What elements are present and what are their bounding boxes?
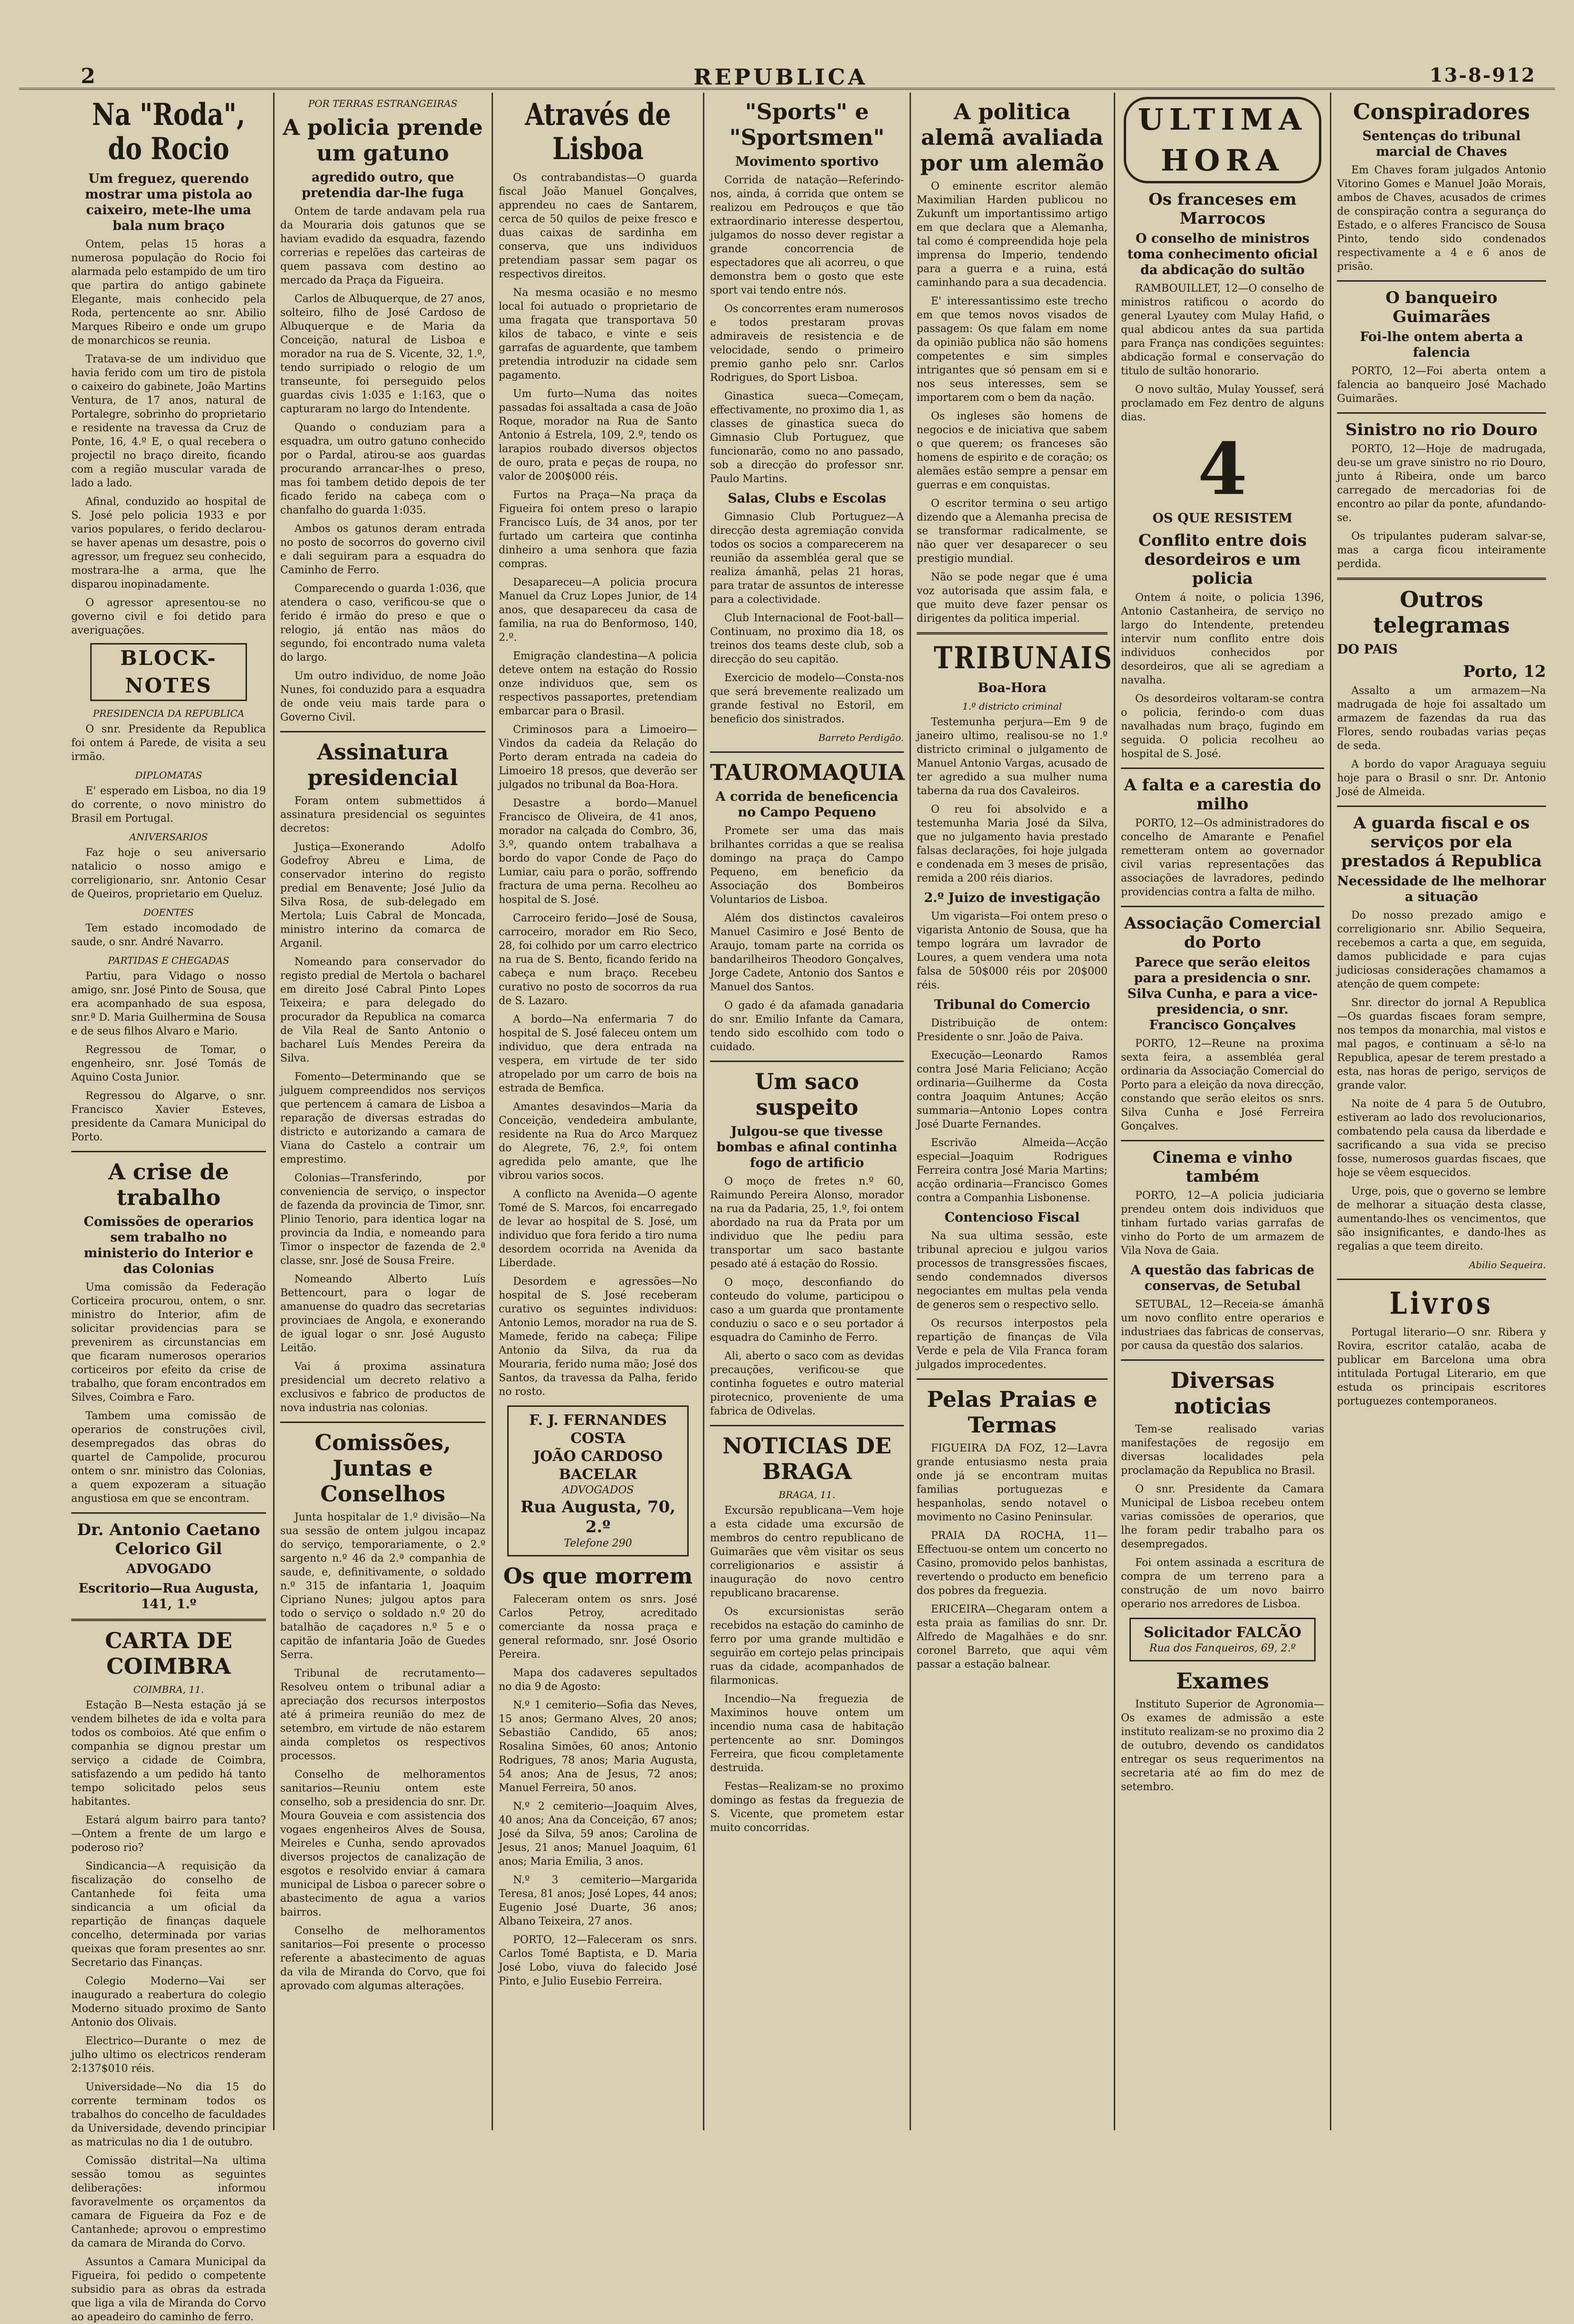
article-paragraph: Conselho de melhoramentos sanitarios—Foi presente o processo referente a abastecimento de aguas da vila de Miranda do Corvo, que foi aprovado com algumas alterações.	[280, 1925, 485, 1992]
masthead	[19, 45, 1555, 90]
newspaper-name: REPUBLICA	[693, 64, 868, 90]
article-paragraph: Um furto—Numa das noites passadas foi assaltada a casa de João Roque, morador na Rua de Santo Antonio á Estrela, 109, 2.º, tendo os larapios roubado diversos objectos de ouro, prata e peças de roupa, no valor de 200$000 réis.	[499, 388, 697, 483]
large-numeral: 4	[1197, 427, 1248, 511]
article-paragraph: O escritor termina o seu artigo dizendo que a Alemanha precisa de se transformar radicalmente, se não quer ver desaparecer o seu prestigio mundial.	[917, 498, 1108, 565]
column-rule	[910, 93, 911, 2130]
article-paragraph: Estação B—Nesta estação já se vendem bilhetes de ida e volta para todos os comboios. Até que enfim o companhia se dignou prestar um serviço a cidade de Coimbra, satisfazendo a um pedido há tanto tempo solicitado pelos seus habitantes.	[71, 1699, 266, 1808]
article-paragraph: Ali, aberto o saco com as devidas precauções, verificou-se que continha foguetes e outro material pirotecnico, proveniente de uma fabrica de Odivelas.	[710, 1350, 904, 1417]
subhead-conspiradores: Sentenças do tribunal marcial de Chaves	[1362, 129, 1521, 159]
section-label: ANIVERSARIOS	[129, 831, 208, 843]
article-paragraph: Colegio Moderno—Vai ser inaugurado a reabertura do colegio Moderno situado proximo de Santo Antonio dos Olivais.	[71, 1975, 266, 2029]
headline-associacao: Associação Comercial do Porto	[1124, 914, 1321, 952]
article-paragraph: O reu foi absolvido e a testemunha Maria José da Silva, que no julgamento havia prestado falsas declarações, foi hoje julgada e condenada em 3 meses de prisão, remida a 200 réis diarios.	[917, 804, 1108, 884]
divider	[280, 1422, 485, 1423]
article-paragraph: Urge, pois, que o governo se lembre de melhorar a situação desta classe, aumentando-lhes os vencimentos, que são insignificantes, e dando-lhes as regalias a que teem direito.	[1337, 1186, 1546, 1252]
article-paragraph: PRAIA DA ROCHA, 11—Effectuou-se ontem um concerto no Casino, promovido pelos banhistas, revertendo o producto em beneficio dos pobres da freguezia.	[917, 1530, 1108, 1597]
article-paragraph: PORTO, 12—Hoje de madrugada, deu-se um grave sinistro no rio Douro, junto á Ribeira, onde um barco carregado de mercadorias foi de encontro ao pilar da ponte, afundando-se.	[1337, 443, 1546, 524]
headline-guarda: A guarda fiscal e os serviços por ela prestados á Republica	[1341, 814, 1542, 871]
ad-solicitador-address: Rua dos Fanqueiros, 69, 2.º	[1149, 1642, 1296, 1654]
subhead-pais: DO PAIS	[1337, 642, 1398, 657]
article-paragraph: O novo sultão, Mulay Youssef, será proclamado em Fez dentro de alguns dias.	[1121, 384, 1324, 423]
article-paragraph: O gado é da afamada ganadaria do snr. Emilio Infante da Camara, tendo sido escolhido com todo o cuidado.	[710, 1000, 904, 1053]
section-label: PRESIDENCIA DA REPUBLICA	[93, 708, 245, 719]
article-paragraph: Ontem á noite, o policia 1396, Antonio Castanheira, de serviço no largo do Intendente, pretendeu intervir num conflito entre dois individuos conhecidos por desordeiros, que ali se agrediam a navalha.	[1121, 592, 1324, 686]
issue-date: 13-8-912	[1429, 64, 1536, 86]
column-rule	[703, 93, 704, 2130]
headline-policia: A policia prende um gatuno	[283, 114, 483, 166]
article-paragraph: Faleceram ontem os snrs. José Carlos Petroy, acreditado comerciante da nossa praça e general reformado, snr. José Osorio Pereira.	[499, 1594, 697, 1660]
ad-lawyer-2: JOÃO CARDOSO BACELAR	[533, 1448, 663, 1483]
divider	[710, 1061, 904, 1062]
article-paragraph: Club Internacional de Foot-ball—Continuam, no proximo dia 18, os treinos dos teams deste club, sob a direcção do seu capitão.	[710, 612, 904, 665]
divider	[1337, 280, 1546, 282]
ad-telephone: Telefone 290	[564, 1537, 632, 1549]
article-paragraph: Os contrabandistas—O guarda fiscal João Manuel Gonçalves, apprendeu no caes de Santarem, cerca de 50 quilos de peixe fresco e duas caixas de sardinha em conserva, que uns individuos pretendiam passar sem pagar os respectivos direitos.	[499, 172, 697, 280]
article-paragraph: Escrivão Almeida—Acção especial—Joaquim Rodrigues Ferreira contra José Maria Martins; acção ordinaria—Francisco Gomes contra a Companhia Lisbonense.	[917, 1137, 1108, 1204]
article-paragraph: Ginastica sueca—Começam, effectivamente, no proximo dia 1, as classes de ginastica sueca do Gimnasio Club Portuguez, que funcionarão, como no ano passado, sob a direcção do professor snr. Paulo Martins.	[710, 390, 904, 485]
headline-conspiradores: Conspiradores	[1353, 99, 1530, 124]
headline-lisboa: Através de Lisboa	[525, 97, 671, 167]
article-paragraph: Gimnasio Club Portuguez—A direcção desta agremiação convida todos os socios a comparecerem na reunião da assembléa geral que se realiza ámanhã, pelas 21 horas, para tratar de assuntos de interesse para a colectividade.	[710, 511, 904, 606]
article-paragraph: Comparecendo o guarda 1:036, que atendera o caso, verificou-se que o ferido é irmão do preso e que o relogio, já então nas mãos do segundo, foi encontrado numa valeta do largo.	[280, 583, 485, 664]
byline: Barreto Perdigão.	[818, 732, 904, 743]
subhead-district: 1.º districto criminal	[962, 701, 1062, 712]
article-paragraph: Conselho de melhoramentos sanitarios—Reuniu ontem este conselho, sob a presidencia do snr. Dr. Moura Gouveia e com assistencia dos vogaes engenheiros Alves de Sousa, Meireles e Cunha, sendo aprovados diversos projectos de canalização de esgotos e resolvido enviar á camara municipal de Lisboa o parecer sobre o abastecimento de agua a varios bairros.	[280, 1769, 485, 1918]
article-paragraph: PORTO, 12—Foi aberta ontem a falencia ao banqueiro José Machado Guimarães.	[1337, 365, 1546, 405]
article-paragraph: Testemunha perjura—Em 9 de janeiro ultimo, realisou-se no 1.º districto criminal o julgamento de Manuel Antonio Vargas, acusado de ter agredido a sua mulher numa taberna da rua dos Cavaleiros.	[917, 716, 1108, 797]
column-4	[710, 95, 904, 2133]
article-paragraph: Os tripulantes puderam salvar-se, mas a carga ficou inteiramente perdida.	[1337, 531, 1546, 570]
article-paragraph: Corrida de natação—Referindo-nos, ainda, á corrida que ontem se realizou em Pedrouços e que tão extraordinario interesse despertou, julgamos do nosso dever registar a grande concorrencia de espectadores que ali acorreu, o que demonstra bem o gosto que este sport vai tendo entre nós.	[710, 174, 904, 296]
article-paragraph: Comissão distrital—Na ultima sessão tomou as seguintes deliberações: informou favoravelmente os orçamentos da camara de Figueira da Foz e de Cantanhede; aprovou o emprestimo da camara de Miranda do Corvo.	[71, 2155, 266, 2249]
article-paragraph: Os ingleses são homens de negocios e de iniciativa que sabem o que querem; os franceses são homens de espirito e de coração; os alemães estão sempre a pensar em guerras e em conquistas.	[917, 410, 1108, 491]
headline-falta: A falta e a carestia do milho	[1124, 776, 1321, 814]
headline-diversas: Diversas noticias	[1170, 1367, 1275, 1419]
headline-roda: Na "Roda", do Rocio	[92, 97, 246, 167]
article-paragraph: O eminente escritor alemão Maximilian Harden publicou no Zukunft um importantissimo artigo em que declara que a Alemanha, tal como é compreendida hoje pela imprensa do Imperio, tendendo para a guerra e a ruina, está caminhando para a sua decadencia.	[917, 180, 1108, 289]
divider	[71, 1151, 266, 1152]
article-paragraph: Ontem de tarde andavam pela rua da Mouraria dois gatunos que se haviam evadido da esquadra, fazendo correrias e repelões das carteiras de quem passava com destino ao mercado da Praça da Figueira.	[280, 206, 485, 286]
headline-morrem: Os que morrem	[503, 1563, 693, 1589]
article-paragraph: Tambem uma comissão de operarios de construções civil, desempregados das obras do quartel de Campolide, procurou ontem o snr. ministro das Colonias, a quem expozeram a situação angustiosa em que se encontram.	[71, 1410, 266, 1505]
ad-solicitador	[1129, 1618, 1316, 1661]
divider	[917, 1378, 1108, 1380]
article-paragraph: FIGUEIRA DA FOZ, 12—Lavra grande entusiasmo nesta praia onde já se encontram muitas familias portuguezas e hespanholas, sendo notavel o movimento no Casino Peninsular.	[917, 1442, 1108, 1523]
article-paragraph: O snr. Presidente da Republica foi ontem á Parede, de visita a seu irmão.	[71, 723, 266, 763]
article-paragraph: Tribunal de recrutamento—Resolveu ontem o tribunal adiar a apreciação dos recursos interpostos até á primeira reunião do mez de setembro, em virtude de não estarem ainda completos os respectivos processos.	[280, 1668, 485, 1762]
article-paragraph: Promete ser uma das mais brilhantes corridas a que se realisa domingo na praça do Campo Pequeno, em beneficio da Associação dos Bombeiros Voluntarios de Lisboa.	[710, 825, 904, 906]
ultima-hora-banner: ULTIMA HORA	[1124, 97, 1321, 183]
article-paragraph: Carlos de Albuquerque, de 27 anos, solteiro, filho de José Cardoso de Albuquerque e de Maria da Conceição, natural de Lisboa e morador na rua de S. Vicente, 32, 1.º, tendo surripiado o relogio de um transeunte, foi perseguido pelos guardas civis 1:035 e 1:163, que o capturaram no largo do Intendente.	[280, 293, 485, 415]
article-paragraph: SETUBAL, 12—Receia-se ámanhã um novo conflito entre operarios e industriaes das fabricas de conservas, por causa da questão dos salarios.	[1121, 1299, 1324, 1352]
divider	[1121, 768, 1324, 769]
dateline: BRAGA, 11.	[778, 1489, 835, 1500]
article-paragraph: Um outro individuo, de nome João Nunes, foi conduzido para a esquadra de onde veiu mais tarde para o Governo Civil.	[280, 670, 485, 723]
divider	[710, 751, 904, 753]
subhead-resistem: OS QUE RESISTEM	[1152, 511, 1293, 526]
article-paragraph: Desastre a bordo—Manuel Francisco de Oliveira, de 41 anos, morador na calçada do Combro, 36, 3.º, quando ontem trabalhava a bordo do vapor Conde de Paço do Lumiar, caiu para o porão, soffrendo fractura de uma perna. Recolheu ao hospital de S. José.	[499, 797, 697, 906]
article-paragraph: Fomento—Determinando que se julguem compreendidos nos serviços que pertencem á camara de Lisboa a reparação de diversas estradas do districto e autorizando a camara de Viana do Castelo a contrair um emprestimo.	[280, 1071, 485, 1166]
article-paragraph: Regressou do Algarve, o snr. Francisco Xavier Esteves, presidente da Camara Municipal do Porto.	[71, 1090, 266, 1143]
kicker: POR TERRAS ESTRANGEIRAS	[308, 98, 458, 109]
section-label: PARTIDAS E CHEGADAS	[108, 955, 229, 966]
article-paragraph: Universidade—No dia 15 do corrente terminam todos os trabalhos do concelho de faculdades da Universidade, devendo principiar as matriculas no dia 1 de outubro.	[71, 2081, 266, 2148]
subhead-policia: agredido outro, que pretendia dar-lhe fuga	[302, 170, 464, 200]
article-paragraph: Criminosos para a Limoeiro—Vindos da cadeia da Relação do Porto deram entrada na cadeia do Limoeiro 18 presos, que deverão ser julgados no tribunal da Boa-Hora.	[499, 724, 697, 791]
article-paragraph: Os recursos interpostos pela repartição de finanças de Vila Verde e pela de Vila Franca foram julgados improcedentes.	[917, 1318, 1108, 1371]
article-paragraph: Os concorrentes eram numerosos e todos prestaram provas admiraveis de resistencia e de velocidade, sendo o primeiro premio ganho pelo snr. Carlos Rodrigues, do Sport Lisboa.	[710, 303, 904, 384]
subhead-juizo: 2.º Juizo de investigação	[924, 891, 1100, 905]
divider	[1337, 412, 1546, 414]
divider	[917, 632, 1108, 635]
article-paragraph: Emigração clandestina—A policia deteve ontem na estação do Rossio onze individuos que, sem os respectivos passaportes, pretendiam embarcar para o Brasil.	[499, 650, 697, 717]
divider	[280, 731, 485, 732]
divider	[71, 1512, 266, 1514]
divider	[1121, 1359, 1324, 1361]
subhead-salas: Salas, Clubs e Escolas	[728, 491, 886, 506]
ad-address: Rua Augusta, 70, 2.º	[520, 1498, 676, 1537]
article-paragraph: Amantes desavindos—Maria da Conceição, vendedeira ambulante, residente na Rua do Arco Marquez do Alegrete, 76, 2.º, foi ontem agredida pelo amante, que lhe vibrou varios socos.	[499, 1101, 697, 1182]
ad-lawyer-1: F. J. FERNANDES COSTA	[529, 1412, 667, 1447]
subhead-franceses: O conselho de ministros toma conhecimento oficial da abdicação do sultão	[1127, 231, 1318, 277]
article-paragraph: Na sua ultima sessão, este tribunal apreciou e julgou varios processos de transgressões fiscaes, sendo condemnados diversos negociantes em multas pela venda de generos sem o respectivo sello.	[917, 1230, 1108, 1311]
article-paragraph: Foi ontem assinada a escritura de compra de um terreno para a construção de um novo bairro operario nos arredores de Lisboa.	[1121, 1557, 1324, 1610]
ad-lawyer-address: Escritorio—Rua Augusta, 141, 1.º	[78, 1581, 259, 1612]
column-rule	[492, 93, 493, 2130]
article-paragraph: O moço de fretes n.º 60, Raimundo Pereira Alonso, morador na rua da Padaria, 25, 1.º, foi ontem abordado na rua da Prata por um individuo que lhe pediu para transportar um saco bastante pesado até á estação do Rossio.	[710, 1176, 904, 1270]
divider	[1337, 806, 1546, 807]
article-paragraph: PORTO, 12—Os administradores do concelho de Amarante e Penafiel remetteram ontem ao governador civil varias representações das associações de lavradores, pedindo providencias contra a falta de milho.	[1121, 817, 1324, 898]
headline-livros: Livros	[1389, 1286, 1494, 1321]
article-paragraph: Um vigarista—Foi ontem preso o vigarista Antonio de Sousa, que ha tempo lográra um lavrador de Loures, a quem vendera uma nota falsa de 50$000 réis por 20$000 réis.	[917, 911, 1108, 991]
article-paragraph: Na noite de 4 para 5 de Outubro, estiveram ao lado dos revolucionarios, combatendo pela causa da liberdade e sacrificando a sua vida se preciso fosse, numerosos guardas fiscaes, que hoje se vêem esquecidos.	[1337, 1098, 1546, 1179]
article-paragraph: Os excursionistas serão recebidos na estação do caminho de ferro por uma grande multidão e seguirão em cortejo pelas principais ruas da cidade, acompanhados de filarmonicas.	[710, 1606, 904, 1687]
article-paragraph: Ambos os gatunos deram entrada no posto de socorros do governo civil e dali seguiram para a esquadra do Caminho de Ferro.	[280, 523, 485, 576]
article-paragraph: Faz hoje o seu aniversario natalicio o nosso amigo e correligionario, snr. Antonio Cesar de Queiros, proprietario em Queluz.	[71, 847, 266, 900]
headline-crise: A crise de trabalho	[108, 1159, 229, 1210]
dateline-porto: Porto, 12	[1463, 662, 1546, 681]
headline-franceses: Os franceses em Marrocos	[1148, 190, 1297, 228]
article-paragraph: Tem-se realisado varias manifestações de regosijo em diversas localidades pela proclamação da Republica no Brasil.	[1121, 1423, 1324, 1477]
article-paragraph: Nomeando para conservador do registo predial de Mertola o bacharel em direito José Cabral Pinto Lopes Teixeira; e para delegado do procurador da Republica na comarca de Vila Real de Santo Antonio o bacharel Luís Mendes Pereira da Silva.	[280, 956, 485, 1064]
article-paragraph: Foram ontem submettidos á assinatura presidencial os seguintes decretos:	[280, 795, 485, 835]
subhead-comercio: Tribunal do Comercio	[934, 997, 1090, 1012]
article-paragraph: A conflicto na Avenida—O agente Tomé de S. Marcos, foi encarregado de levar ao hospital de S. José, um individuo que fora ferido a tiro numa desordem ocorrida na Avenida da Liberdade.	[499, 1188, 697, 1269]
headline-politica: A politica alemã avaliada por um alemão	[920, 99, 1104, 176]
divider	[1121, 906, 1324, 907]
headline-outros: Outros telegramas	[1373, 587, 1510, 638]
article-paragraph: Tratava-se de um individuo que havia ferido com um tiro de pistola o caixeiro do gabinete, João Martins Ventura, de 17 anos, natural de Portalegre, sobrinho do proprietario e residente na travessa da Cruz de Ponte, 16, 4.º E, o qual recebera o projectil no braço direito, ficando com a região muscular varada de lado a lado.	[71, 353, 266, 489]
article-paragraph: Instituto Superior de Agronomia—Os exames de admissão a este instituto realizam-se no proximo dia 2 de outubro, devendo os candidatos entregar os seus requerimentos na secretaria até ao fim do mez de setembro.	[1121, 1698, 1324, 1793]
ad-lawyers	[507, 1405, 689, 1556]
article-paragraph: Justiça—Exonerando Adolfo Godefroy Abreu e Lima, de conservador interino do registo predial em Benavente; José Julio da Silva Rosa, de sub-delegado em Mertola; Luis Cabral de Moncada, ministro interino da comarca de Arganil.	[280, 841, 485, 949]
article-paragraph: Colonias—Transferindo, por conveniencia de serviço, o inspector de fazenda da provincia de Timor, snr. Plinio Tenorio, para identica logar na provincia da India, e nomeando para Timor o inspector de fazenda de 2.ª classe, snr. José de Sousa Freire.	[280, 1172, 485, 1267]
ad-lawyer-role: ADVOGADO	[126, 1562, 211, 1576]
article-paragraph: PORTO, 12—Reune na proxima sexta feira, a assembléa geral ordinaria da Associação Comercial do Porto para a eleição da nova direcção, constando que serão eleitos os snrs. Silva Cunha e José Ferreira Gonçalves.	[1121, 1038, 1324, 1132]
subhead-roda: Um freguez, querendo mostrar uma pistola ao caixeiro, mete-lhe uma bala num braço	[85, 171, 253, 233]
ad-solicitador-name: Solicitador FALCÃO	[1144, 1624, 1301, 1641]
headline-fabricas: A questão das fabricas de conservas, de Setubal	[1130, 1263, 1315, 1293]
headline-praias: Pelas Praias e Termas	[927, 1386, 1098, 1438]
article-paragraph: Estará algum bairro para tanto?—Ontem a frente de um largo e poderoso rio?	[71, 1814, 266, 1854]
article-paragraph: O moço, desconfiando do conteudo do volume, participou o caso a um guarda que prontamente conduziu o saco e o seu portador á esquadra do Caminho de Ferro.	[710, 1277, 904, 1344]
subhead-crise: Comissões de operarios sem trabalho no ministerio do Interior e das Colonias	[84, 1214, 254, 1276]
headline-saco: Um saco suspeito	[755, 1069, 859, 1120]
article-paragraph: Desordem e agressões—No hospital de S. José receberam curativo os seguintes individuos: Antonio Lemos, morador na rua de S. Mamede, ferido na cabeça; Filipe Antonio da Silva, da rua da Mouraria, ferido numa mão; José dos Santos, da travessa da Palha, ferido no rosto.	[499, 1276, 697, 1398]
divider	[710, 1425, 904, 1426]
article-paragraph: N.º 3 cemiterio—Margarida Teresa, 81 anos; José Lopes, 44 anos; Eugenio José Duarte, 36 anos; Albano Teixeira, 27 anos.	[499, 1874, 697, 1927]
article-paragraph: Além dos distinctos cavaleiros Manuel Casimiro e José Bento de Araujo, tomam parte na corrida os bandarilheiros Theodoro Gonçalves, Jorge Cadete, Antonio dos Santos e Manuel dos Santos.	[710, 912, 904, 993]
dateline: COIMBRA, 11.	[133, 1684, 204, 1695]
column-6	[1121, 95, 1324, 2133]
column-rule	[273, 93, 275, 2130]
divider	[1121, 1140, 1324, 1141]
subhead-associacao: Parece que serão eleitos para a presidencia o snr. Silva Cunha, e para a vice-presidencia, o snr. Francisco Gonçalves	[1127, 955, 1318, 1033]
column-rule	[1330, 93, 1331, 2130]
article-paragraph: Uma comissão da Federação Corticeira procurou, ontem, o snr. ministro do Interior, afim de solicitar providencias para se prevenirem as circunstancias em que ficaram numerosos operarios corticeiros por efeito da crise de trabalho, que foram encontrados em Silves, Coimbra e Faro.	[71, 1281, 266, 1404]
article-paragraph: Distribuição de ontem: Presidente o snr. João de Paiva.	[917, 1017, 1108, 1043]
article-paragraph: Portugal literario—O snr. Ribera y Rovira, escritor catalão, acaba de publicar em Barcelona uma obra intitulada Portugal Literario, em que estuda os principais escritores portuguezes contemporaneos.	[1337, 1327, 1546, 1407]
page-number: 2	[81, 64, 95, 88]
subhead-boa-hora: Boa-Hora	[977, 681, 1047, 695]
article-paragraph: A bordo—Na enfermaria 7 do hospital de S. José faleceu ontem um individuo, que dera entrada na vespera, em virtude de ter sido atropelado por um carro de bois na estrada de Bemfica.	[499, 1014, 697, 1094]
article-paragraph: RAMBOUILLET, 12—O conselho de ministros ratificou o acordo do general Lyautey com Mulay Hafid, o qual abdicou antes da sua partida para França nas condições seguintes: abdicação formal e conservação do titulo de sultão honorario.	[1121, 283, 1324, 377]
divider	[1337, 578, 1546, 580]
headline-coimbra: CARTA DE COIMBRA	[104, 1628, 233, 1679]
subhead-fiscal: Contencioso Fiscal	[944, 1210, 1080, 1225]
ad-lawyer-name: Dr. Antonio Caetano Celorico Gil	[77, 1520, 260, 1558]
article-paragraph: Vai á proxima assinatura presidencial um decreto relativo a exclusivos e fabrico de productos de nova industria nas colonias.	[280, 1361, 485, 1414]
article-paragraph: Os desordeiros voltaram-se contra o policia, ferindo-o com duas navalhadas num braço, fugindo em seguida. O policia recolheu ao hospital de S. José.	[1121, 693, 1324, 760]
article-paragraph: Furtos na Praça—Na praça da Figueira foi ontem preso o larapio Francisco Luís, de 34 anos, por ter furtado um carteira que continha dinheiro a uma senhora que fazia compras.	[499, 489, 697, 570]
article-paragraph: O agressor apresentou-se no governo civil e foi detido para averiguações.	[71, 597, 266, 636]
ad-role: ADVOGADOS	[562, 1484, 634, 1496]
article-paragraph: Execução—Leonardo Ramos contra José Maria Feliciano; Acção ordinaria—Guilherme da Costa contra Joaquim Antunes; Acção summaria—Antonio Lopes contra José Duarte Fernandes.	[917, 1050, 1108, 1130]
headline-sports: "Sports" e "Sportsmen"	[729, 99, 885, 150]
article-paragraph: Tem estado incomodado de saude, o snr. André Navarro.	[71, 922, 266, 948]
subhead-tauromaquia: A corrida de beneficencia no Campo Pequeno	[715, 789, 899, 820]
article-paragraph: Não se pode negar que é uma voz autorisada que assim fala, e que muito deve fazer pensar os dirigentes da politica imperial.	[917, 571, 1108, 625]
article-paragraph: PORTO, 12—A policia judiciaria prendeu ontem dois individuos que tinham furtado varias garrafas de vinho do Porto de um armazem de Vila Nova de Gaia.	[1121, 1190, 1324, 1257]
column-2	[280, 95, 485, 2133]
article-paragraph: Na mesma ocasião e no mesmo local foi autuado o proprietario de uma fragata que transportava 50 kilos de tabaco, e vinte e seis garrafas de aguardente, que tambem pretendia introduzir na cidade sem pagamento.	[499, 287, 697, 381]
headline-exames: Exames	[1176, 1668, 1270, 1694]
column-5	[917, 95, 1114, 2133]
subhead-banqueiro: Foi-lhe ontem aberta a falencia	[1360, 330, 1523, 360]
article-paragraph: E' interessantissimo este trecho em que temos novos visados de passagem: Os que falam em nome da opinião publica não são homens competentes e sim simples intrigantes que só pensam em si e nos seus interesses, sem se importarem com o bem da nação.	[917, 295, 1108, 404]
article-paragraph: E' esperado em Lisboa, no dia 19 do corrente, o novo ministro do Brasil em Portugal.	[71, 785, 266, 825]
article-paragraph: Afinal, conduzido ao hospital de S. José pelo policia 1933 e por varios populares, o ferido declarou-se haver apenas um desastre, pois o agressor, um freguez seu conhecido, mostrara-lhe a arma, que lhe disparou inopinadamente.	[71, 496, 266, 590]
headline-assinatura: Assinatura presidencial	[307, 739, 458, 790]
article-paragraph: O snr. Presidente da Camara Municipal de Lisboa recebeu ontem varias comissões de operarios, que lhe foram pedir trabalho para os desempregados.	[1121, 1483, 1324, 1550]
article-paragraph: Desapareceu—A policia procura Manuel da Cruz Lopes Junior, de 14 anos, que desapareceu da casa de familia, na rua do Benformoso, 140, 2.º.	[499, 577, 697, 644]
article-paragraph: N.º 1 cemiterio—Sofia das Neves, 15 anos; Germano Alves, 20 anos; Sebastião Candido, 65 anos; Rosalina Simões, 60 anos; Antonio Rodrigues, 78 anos; Maria Augusta, 54 anos; Ana de Jesus, 72 anos; Manuel Ferreira, 50 anos.	[499, 1699, 697, 1794]
article-paragraph: Incendio—Na freguezia de Maximinos houve ontem um incendio numa casa de habitação pertencente ao snr. Domingos Ferreira, que ficou completamente destruida.	[710, 1693, 904, 1774]
block-notes-title: BLOCK-NOTES	[90, 643, 247, 701]
headline-comissoes: Comissões, Juntas e Conselhos	[314, 1430, 451, 1507]
article-paragraph: Assalto a um armazem—Na madrugada de hoje foi assaltado um armazem de fazendas da rua das Flores, sendo roubadas varias peças de seda.	[1337, 685, 1546, 752]
subhead-guarda: Necessidade de lhe melhorar a situação	[1337, 874, 1546, 904]
article-paragraph: Nomeando Alberto Luís Bettencourt, para o logar de amanuense do quadro das secretarias provinciaes de Angola, e exonerando de igual logar o snr. José Augusto Leitão.	[280, 1273, 485, 1354]
article-paragraph: Snr. director do jornal A Republica—Os guardas fiscaes foram sempre, nos tempos da monarchia, mal vistos e mal pagos, e continuam a sê-lo na Republica, apesar de terem prestado a esta, nas horas de perigo, serviços de grande valor.	[1337, 997, 1546, 1091]
article-paragraph: A bordo do vapor Araguaya seguiu hoje para o Brasil o snr. Dr. Antonio José de Almeida.	[1337, 759, 1546, 798]
article-paragraph: Carroceiro ferido—José de Sousa, carroceiro, morador em Rio Seco, 28, foi colhido por um carro electrico na rua de S. Bento, ficando ferido na cabeça e num braço. Recebeu curativo no posto de socorros da rua de S. Lazaro.	[499, 912, 697, 1007]
article-paragraph: Mapa dos cadaveres sepultados no dia 9 de Agosto:	[499, 1667, 697, 1693]
headline-braga: NOTICIAS DE BRAGA	[722, 1433, 891, 1484]
section-label: DIPLOMATAS	[135, 769, 202, 781]
article-paragraph: N.º 2 cemiterio—Joaquim Alves, 40 anos; Ana da Conceição, 67 anos; José da Silva, 59 anos; Carolina de Jesus, 21 anos; Manuel Joaquim, 61 anos; Maria Emilia, 3 anos.	[499, 1801, 697, 1868]
headline-conflito: Conflito entre dois desordeiros e um policia	[1138, 531, 1307, 588]
column-1	[71, 95, 266, 2323]
article-paragraph: Exercicio de modelo—Consta-nos que será brevemente realizado um grande festival no Estoril, em beneficio dos sinistrados.	[710, 672, 904, 725]
subhead-sports: Movimento sportivo	[735, 154, 879, 169]
article-paragraph: ERICEIRA—Chegaram ontem a esta praia as familias do snr. Dr. Alfredo de Magalhães e do snr. coronel Barreto, que aqui vêm passar a estação balnear.	[917, 1603, 1108, 1670]
headline-banqueiro: O banqueiro Guimarães	[1385, 288, 1498, 326]
article-paragraph: Quando o conduziam para a esquadra, um outro gatuno conhecido por o Pardal, atirou-se aos guardas procurando arrancar-lhes o preso, mas foi tambem detido depois de ter ficado ferido na cabeça com o chanfalho do guarda 1:035.	[280, 422, 485, 516]
article-paragraph: Do nosso prezado amigo e correligionario snr. Abilio Sequeira, recebemos a carta a que, em seguida, damos publicidade e para cujas judiciosas considerações chamamos a atenção de quem compete:	[1337, 910, 1546, 990]
column-7	[1337, 95, 1546, 2133]
column-rule	[1114, 93, 1115, 2130]
article-paragraph: Festas—Realizam-se no proximo domingo as festas da freguezia de S. Vicente, que prometem estar muito concorridas.	[710, 1781, 904, 1834]
article-paragraph: PORTO, 12—Faleceram os snrs. Carlos Tomé Baptista, e D. Maria José Lobo, viuva do falecido José Pinto, e Julio Eusebio Ferreira.	[499, 1934, 697, 1987]
article-paragraph: Excursão republicana—Vem hoje a esta cidade uma excursão de membros do centro republicano de Guimarães que vêm visitar os seus correligionarios e assistir á inauguração do novo centro republicano bracarense.	[710, 1505, 904, 1599]
article-paragraph: Sindicancia—A requisição da fiscalização do conselho de Cantanhede foi feita uma sindicancia a um oficial da repartição de finanças daquele concelho, determinada por varias queixas que foram presentes ao snr. Secretario das Finanças.	[71, 1860, 266, 1969]
headline-tribunais: TRIBUNAIS	[934, 640, 1114, 676]
article-paragraph: Junta hospitalar de 1.º divisão—Na sua sessão de ontem julgou incapaz do serviço, temporariamente, o 2.º sargento n.º 46 da 2.ª companhia de saude, e, definitivamente, o soldado n.º 315 de infantaria 1, Joaquim Cipriano Nunes; julgou aptos para todo o serviço o soldado n.º 20 do batalhão de caçadores n.º 5 e o capitão de infantaria João de Guedes Serra.	[280, 1511, 485, 1661]
headline-sinistro: Sinistro no rio Douro	[1345, 420, 1538, 439]
headline-tauromaquia: TAUROMAQUIA	[710, 759, 905, 785]
column-3	[499, 95, 697, 2133]
article-paragraph: Regressou de Tomar, o engenheiro, snr. José Tomás de Aquino Costa Junior.	[71, 1044, 266, 1083]
divider	[71, 1619, 266, 1621]
article-paragraph: Ontem, pelas 15 horas a numerosa população do Rocio foi alarmada pelo estampido de um tiro que partira do antigo gabinete Elegante, mais conhecido pela Roda, pertencente ao snr. Abilio Marques Ribeiro e onde um grupo de monarchicos se reunia.	[71, 238, 266, 347]
byline: Abilio Sequeira.	[1469, 1259, 1546, 1271]
article-paragraph: Electrico—Durante o mez de julho ultimo os electricos renderam 2:137$010 réis.	[71, 2035, 266, 2075]
section-label: DOENTES	[143, 907, 194, 918]
article-paragraph: Assuntos a Camara Municipal da Figueira, foi pedido o competente subsidio para as obras da estrada que liga a vila de Miranda do Corvo ao apeadeiro do caminho de ferro.	[71, 2256, 266, 2323]
article-paragraph: Em Chaves foram julgados Antonio Vitorino Gomes e Manuel João Morais, ambos de Chaves, acusados de crimes de conspiração contra a segurança do Estado, e o alferes Francisco de Sousa Pinto, tendo sido condenados respectivamente a 4 e 6 anos de prisão.	[1337, 164, 1546, 273]
divider	[1337, 1279, 1546, 1280]
article-paragraph: Partiu, para Vidago o nosso amigo, snr. José Pinto de Sousa, que era acompanhado de sua esposa, snr.ª D. Maria Guilhermina de Sousa e de seus filhos Alvaro e Mario.	[71, 970, 266, 1037]
headline-cinema: Cinema e vinho também	[1152, 1148, 1293, 1186]
subhead-saco: Julgou-se que tivesse bombas e afinal continha fogo de artificio	[716, 1124, 898, 1170]
